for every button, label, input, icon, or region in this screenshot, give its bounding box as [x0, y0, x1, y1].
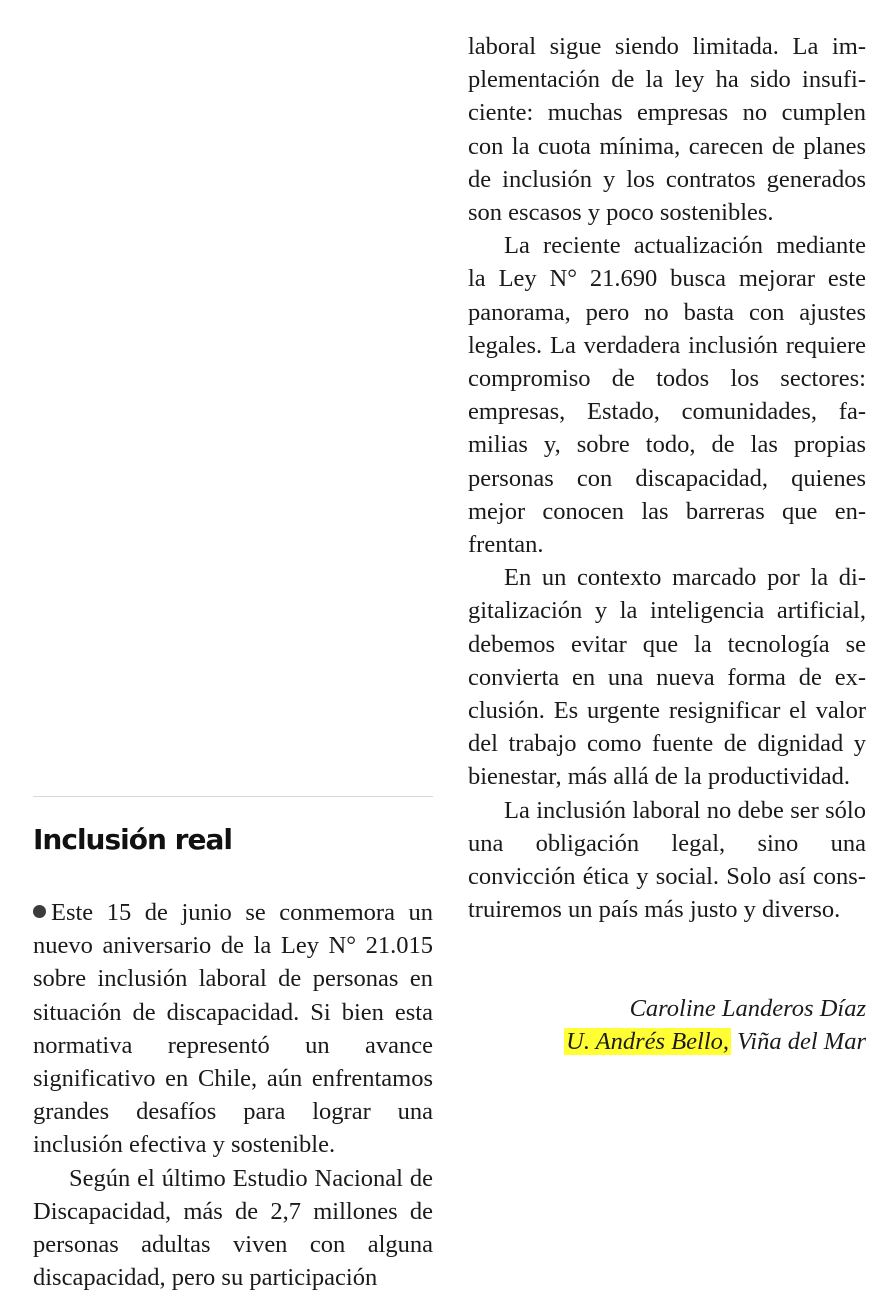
- author-institution: U. Andrés Bello,: [566, 1028, 730, 1055]
- author-name: Caroline Landeros Díaz: [629, 995, 866, 1022]
- bullet-icon: [33, 905, 46, 918]
- left-column: [33, 896, 433, 1294]
- author-city: Viña del Mar: [737, 1028, 866, 1055]
- letter-title: Inclusión real: [33, 823, 232, 856]
- letter-paragraph-3: laboral sigue siendo limitada. La implementación de la ley ha sido insuficiente: muchas empresas no cumplen con la cuota mínima, carecen de planes de inclusión y los contratos generados son escasos y poco sostenibles.: [468, 33, 866, 227]
- letter-paragraph-2: Según el último Estudio Nacional de Discapacidad, más de 2,7 millones de personas adultas viven con alguna discapacidad, pero su participación: [33, 1164, 433, 1292]
- letter-paragraph-5: En un contexto marcado por la digitalización y la inteligencia artificial, debemos evitar que la tecnología se convierta en una nueva forma de exclusión. Es urgente resignificar el valor del trabajo como fuente de dignidad y bienestar, más allá de la productividad.: [468, 564, 866, 791]
- section-divider: [33, 796, 433, 797]
- letter-paragraph-4: La reciente actualización mediante la Ley N° 21.690 busca mejorar este panorama, pero no basta con ajustes legales. La verdadera inclusión requiere compromiso de todos los sectores: empresas, Estado, comunidades, familias y, sobre todo, de las propias personas con discapacidad, quienes mejor conocen las barreras que enfrentan.: [468, 232, 866, 559]
- right-column: [468, 30, 866, 926]
- letter-paragraph-1: [33, 896, 433, 1162]
- paragraph-1-text: Este 15 de junio se conmemora un nuevo aniversario de la Ley N° 21.015 sobre inclusión laboral de personas en situación de discapacidad. Si bien esta normativa representó un avance significativo en Chile, aún enfrentamos grandes desafíos para lograr una inclusión efectiva y sostenible.: [33, 899, 433, 1159]
- letter-paragraph-6: La inclusión laboral no debe ser sólo una obligación legal, sino una convicción ética y social. Solo así construiremos un país más justo y diverso.: [468, 796, 866, 924]
- author-affiliation: [446, 1025, 866, 1058]
- signature-block: [446, 992, 866, 1058]
